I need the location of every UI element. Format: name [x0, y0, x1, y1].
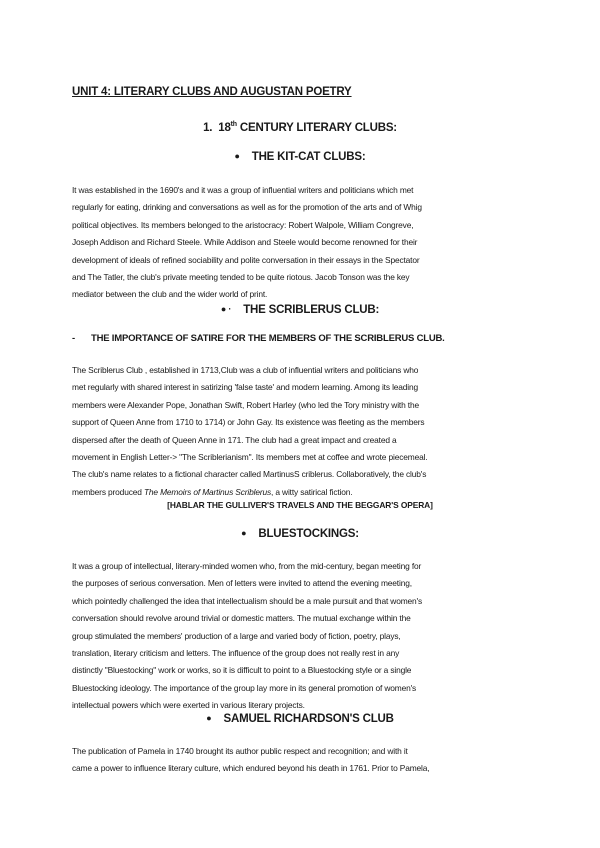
text-line: mediator between the club and the wider world of print. [72, 289, 268, 300]
text-line: translation, literary criticism and letters. The influence of the group does not really rest in any [72, 647, 400, 658]
paragraph-kit-cat [72, 182, 532, 304]
dash-icon: - [72, 333, 75, 344]
text-line: met regularly with shared interest in satirizing 'false taste' and modern learning. Among its leading [72, 382, 419, 393]
text-line: came a power to influence literary culture, which endured beyond his death in 1761. Prior to Pamela, [72, 763, 430, 774]
bullet-icon: ● · [220, 304, 232, 314]
heading-text: THE KIT-CAT CLUBS: [251, 151, 366, 163]
text-line: dispersed after the death of Queen Anne in 171. The club had a great impact and created a [72, 434, 397, 445]
unit-title: UNIT 4: LITERARY CLUBS AND AUGUSTAN POETRY [72, 86, 352, 98]
line-prefix: members produced [72, 486, 144, 497]
text-line: development of ideals of refined sociability and polite conversation in their essays in the Spectator [72, 254, 420, 265]
subheading-satire [72, 333, 445, 344]
heading-text: SAMUEL RICHARDSON'S CLUB [223, 713, 394, 725]
text-line: The club's name relates to a fictional character called MartinusS criblerus. Collaboratively, the club's [72, 469, 427, 480]
section-title-suffix: CENTURY LITERARY CLUBS: [236, 121, 397, 134]
section-title-prefix: 18 [218, 121, 231, 134]
heading-text: THE SCRIBLERUS CLUB: [243, 304, 380, 316]
text-line: distinctly "Bluestocking" work or works, so it is difficult to point to a Bluestocking style or a single [72, 665, 412, 676]
bracket-note: [HABLAR THE GULLIVER'S TRAVELS AND THE BEGGAR'S OPERA] [167, 500, 433, 510]
text-line: It was established in the 1690's and it was a group of influential writers and politicians which met [72, 185, 414, 195]
section-title-sup: th [230, 121, 237, 128]
text-line: group stimulated the members' production of a large and varied body of fiction, poetry, plays, [72, 630, 401, 641]
bullet-icon: ● [206, 713, 212, 723]
paragraph-bluestockings [72, 558, 532, 715]
text-line: The Scriblerus Club , established in 1713,Club was a club of influential writers and politicians who [72, 365, 419, 375]
bullet-icon: ● [234, 151, 240, 161]
text-line: political objectives. Its members belonged to the aristocracy: Robert Walpole, William Congreve, [72, 219, 414, 230]
heading-bluestockings [0, 528, 600, 540]
paragraph-richardson [72, 743, 532, 778]
book-title-italic: The Memoirs of Martinus Scriblerus [143, 486, 272, 497]
text-line: regularly for eating, drinking and conversations as well as for the promotion of the arts and of Whig [72, 202, 422, 213]
text-line-with-italic [72, 484, 532, 501]
text-line: Bluestocking ideology. The importance of the group lay more in its general promotion of women's [72, 682, 417, 693]
heading-text: BLUESTOCKINGS: [258, 528, 359, 540]
subheading-text: THE IMPORTANCE OF SATIRE FOR THE MEMBERS OF THE SCRIBLERUS CLUB. [90, 333, 445, 344]
bullet-icon: ● [241, 528, 247, 538]
section-heading-literary-clubs [0, 121, 600, 134]
text-line: It was a group of intellectual, literary-minded women who, from the mid-century, began meeting for [72, 561, 422, 571]
text-line: support of Queen Anne from 1710 to 1714) or John Gay. Its existence was fleeting as the members [72, 417, 425, 428]
heading-kit-cat-clubs [0, 151, 600, 163]
text-line: intellectual powers which were exerted in various literary projects. [72, 700, 305, 711]
text-line: the purposes of serious conversation. Men of letters were invited to attend the evening meeting, [72, 578, 412, 589]
text-line: which pointedly challenged the idea that intellectualism should be a male pursuit and that women's [72, 595, 423, 606]
text-line: movement in English Letter-> "The Scriblerianism". Its members met at coffee and wrote piecemeal. [72, 451, 428, 462]
line-suffix: , a witty satirical fiction. [271, 486, 353, 497]
text-line: and The Tatler, the club's private meeting tended to be quite riotous. Jacob Tonson was the key [72, 271, 410, 282]
section-number: 1. [203, 121, 213, 134]
text-line: conversation should revolve around trivial or domestic matters. The mutual exchange within the [72, 613, 411, 624]
text-line: Joseph Addison and Richard Steele. While Addison and Steele would become renowned for their [72, 237, 418, 248]
text-line: The publication of Pamela in 1740 brought its author public respect and recognition; and with it [72, 746, 408, 756]
paragraph-scriblerus [72, 362, 532, 501]
text-line: members were Alexander Pope, Jonathan Swift, Robert Harley (who led the Tory ministry with the [72, 399, 419, 410]
heading-richardson-club [0, 713, 600, 725]
heading-scriblerus-club [0, 304, 600, 316]
